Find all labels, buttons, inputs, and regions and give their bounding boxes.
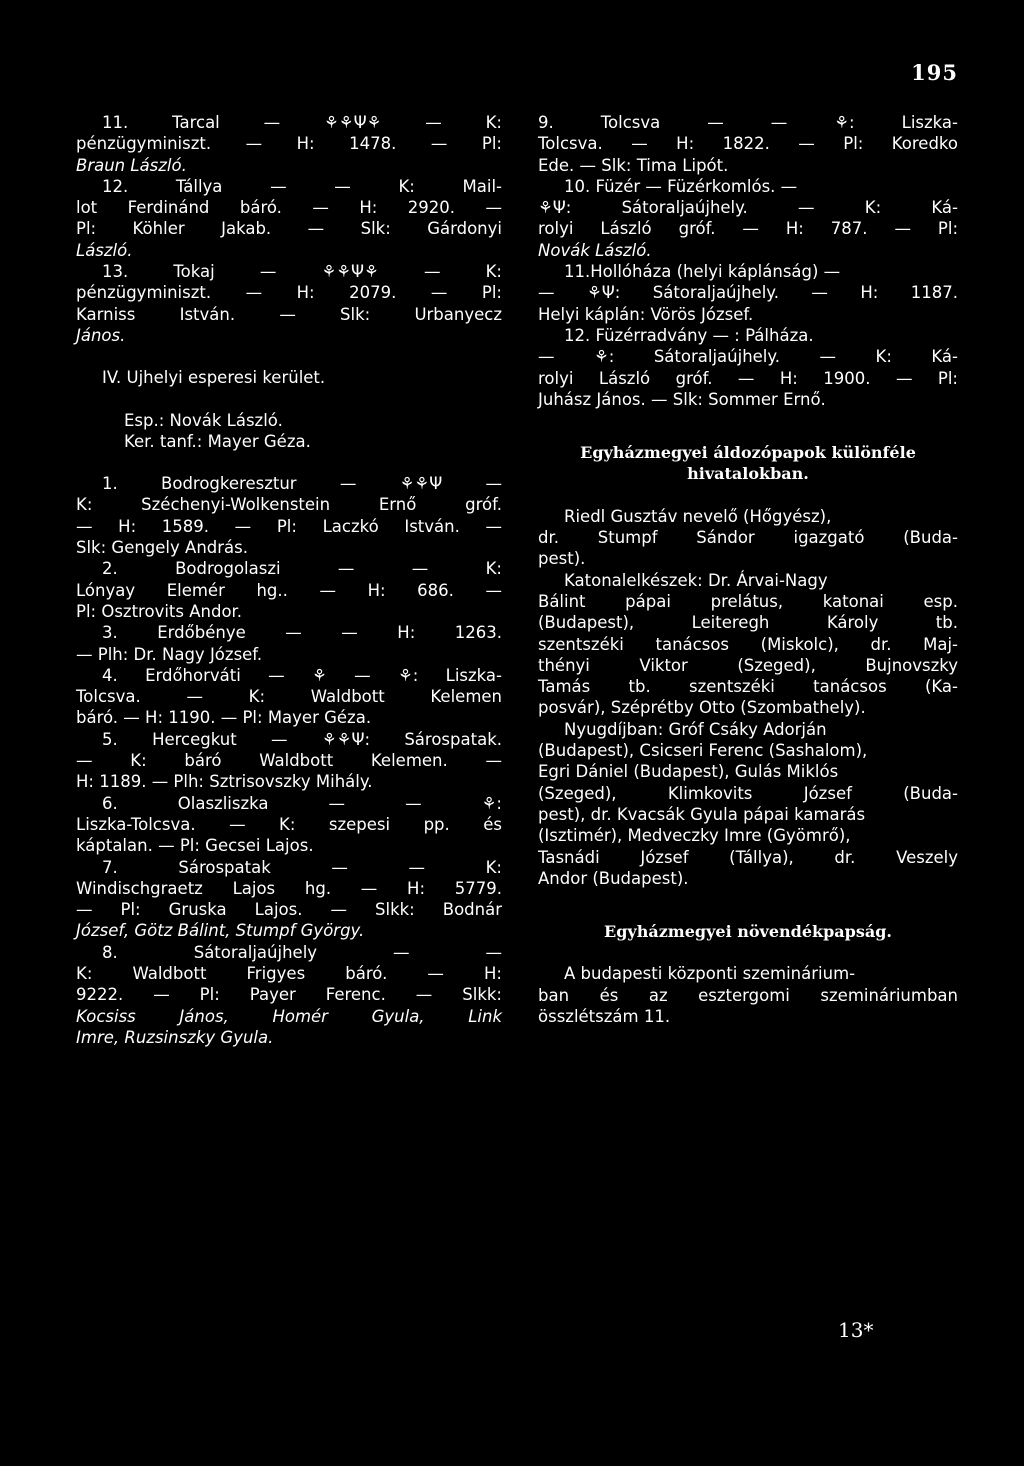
text-line: K: Széchenyi-Wolkenstein Ernő gróf.: [76, 495, 502, 515]
text-line: posvár), Széprétby Otto (Szombathely).: [538, 698, 866, 718]
text-line: H: 1189. — Plh: Sztrisovszky Mihály.: [76, 772, 373, 792]
text-line: József, Götz Bálint, Stumpf György.: [76, 921, 365, 941]
page-number: 195: [911, 60, 958, 85]
text-line: pest).: [538, 549, 586, 569]
text-line: Karniss István. — Slk: Urbanyecz: [76, 304, 502, 324]
text-line: Tasnádi József (Tállya), dr. Veszely: [538, 847, 958, 867]
text-line: ban és az esztergomi szemináriumban: [538, 985, 958, 1005]
text-line: A budapesti központi szeminárium-: [564, 964, 856, 984]
text-line: 5. Hercegkut — ⚘⚘Ψ: Sárospatak.: [102, 729, 502, 749]
text-line: thényi Viktor (Szeged), Bujnovszky: [538, 655, 958, 675]
text-line: 2. Bodrogolaszi — — K:: [102, 559, 502, 579]
text-line: Pl: Köhler Jakab. — Slk: Gárdonyi: [76, 219, 502, 239]
text-line: — Pl: Gruska Lajos. — Slkk: Bodnár: [76, 900, 502, 920]
text-line: (Szeged), Klimkovits József (Buda-: [538, 783, 958, 803]
text-line: Bálint pápai prelátus, katonai esp.: [538, 591, 958, 611]
text-line: dr. Stumpf Sándor igazgató (Buda-: [538, 528, 958, 548]
text-line: Lónyay Elemér hg.. — H: 686. —: [76, 580, 502, 600]
text-line: káptalan. — Pl: Gecsei Lajos.: [76, 836, 314, 856]
text-line: 11.Hollóháza (helyi káplánság) —: [564, 262, 841, 282]
text-line: Novák László.: [538, 240, 652, 260]
text-line: Egyházmegyei áldozópapok különféle: [580, 443, 916, 463]
text-line: János.: [76, 325, 126, 345]
text-line: Tolcsva. — H: 1822. — Pl: Koredko: [538, 134, 958, 154]
text-line: Kocsiss János, Homér Gyula, Link: [76, 1006, 502, 1026]
text-line: Egri Dániel (Budapest), Gulás Miklós: [538, 762, 839, 782]
text-line: Ker. tanf.: Mayer Géza.: [124, 431, 311, 451]
text-line: Pl: Osztrovits Andor.: [76, 601, 243, 621]
text-line: 3. Erdőbénye — — H: 1263.: [102, 623, 502, 643]
text-line: Slk: Gengely András.: [76, 538, 248, 558]
signature-mark: 13*: [838, 1318, 874, 1342]
text-line: — K: báró Waldbott Kelemen. —: [76, 751, 502, 771]
text-line: IV. Ujhelyi esperesi kerület.: [102, 368, 326, 388]
text-line: Imre, Ruzsinszky Gyula.: [76, 1027, 274, 1047]
text-line: 8. Sátoraljaújhely — —: [102, 942, 502, 962]
text-line: Braun László.: [76, 155, 187, 175]
text-line: pénzügyminiszt. — H: 1478. — Pl:: [76, 134, 502, 154]
text-line: 13. Tokaj — ⚘⚘Ψ⚘ — K:: [102, 262, 502, 282]
text-line: — ⚘Ψ: Sátoraljaújhely. — H: 1187.: [538, 283, 958, 303]
text-line: 7. Sárospatak — — K:: [102, 857, 502, 877]
text-line: Tolcsva. — K: Waldbott Kelemen: [76, 687, 502, 707]
left-column: [76, 112, 502, 1048]
text-line: Liszka-Tolcsva. — K: szepesi pp. és: [76, 814, 502, 834]
text-line: 12. Füzérradvány — : Pálháza.: [564, 325, 814, 345]
text-line: szentszéki tanácsos (Miskolc), dr. Maj-: [538, 634, 958, 654]
text-line: Egyházmegyei növendékpapság.: [604, 922, 892, 942]
text-line: 1. Bodrogkeresztur — ⚘⚘Ψ —: [102, 474, 502, 494]
text-line: rolyi László gróf. — H: 787. — Pl:: [538, 219, 958, 239]
text-line: báró. — H: 1190. — Pl: Mayer Géza.: [76, 708, 372, 728]
text-line: (Budapest), Leiteregh Károly tb.: [538, 613, 958, 633]
text-line: összlétszám 11.: [538, 1006, 671, 1026]
text-line: — ⚘: Sátoraljaújhely. — K: Ká-: [538, 347, 958, 367]
text-line: (Isztimér), Medveczky Imre (Gyömrő),: [538, 826, 851, 846]
text-line: Andor (Budapest).: [538, 868, 689, 888]
text-line: lot Ferdinánd báró. — H: 2920. —: [76, 198, 502, 218]
text-line: Riedl Gusztáv nevelő (Hőgyész),: [564, 506, 832, 526]
text-line: Juhász János. — Slk: Sommer Ernő.: [538, 389, 826, 409]
text-line: K: Waldbott Frigyes báró. — H:: [76, 963, 502, 983]
text-line: Ede. — Slk: Tima Lipót.: [538, 155, 729, 175]
text-line: pénzügyminiszt. — H: 2079. — Pl:: [76, 283, 502, 303]
text-line: rolyi László gróf. — H: 1900. — Pl:: [538, 368, 958, 388]
text-line: 11. Tarcal — ⚘⚘Ψ⚘ — K:: [102, 113, 502, 132]
text-line: 9222. — Pl: Payer Ferenc. — Slkk:: [76, 985, 502, 1005]
text-line: hivatalokban.: [687, 464, 809, 484]
text-line: pest), dr. Kvacsák Gyula pápai kamarás: [538, 804, 866, 824]
text-line: Nyugdíjban: Gróf Csáky Adorján: [564, 719, 827, 739]
text-line: (Budapest), Csicseri Ferenc (Sashalom),: [538, 741, 868, 761]
text-line: 10. Füzér — Füzérkomlós. —: [564, 176, 798, 196]
text-line: Katonalelkészek: Dr. Árvai-Nagy: [564, 570, 828, 590]
text-line: László.: [76, 240, 133, 260]
text-line: 6. Olaszliszka — — ⚘:: [102, 793, 502, 813]
text-line: — H: 1589. — Pl: Laczkó István. —: [76, 516, 502, 536]
text-line: 9. Tolcsva — — ⚘: Liszka-: [538, 113, 958, 132]
text-line: 12. Tállya — — K: Mail-: [102, 176, 502, 196]
text-line: Helyi káplán: Vörös József.: [538, 304, 754, 324]
text-line: Windischgraetz Lajos hg. — H: 5779.: [76, 878, 502, 898]
text-line: 4. Erdőhorváti — ⚘ — ⚘: Liszka-: [102, 665, 502, 685]
right-column: [538, 112, 958, 1027]
text-line: ⚘Ψ: Sátoraljaújhely. — K: Ká-: [538, 198, 958, 218]
text-line: — Plh: Dr. Nagy József.: [76, 644, 263, 664]
text-line: Esp.: Novák László.: [124, 410, 283, 430]
text-line: Tamás tb. szentszéki tanácsos (Ka-: [538, 677, 958, 697]
